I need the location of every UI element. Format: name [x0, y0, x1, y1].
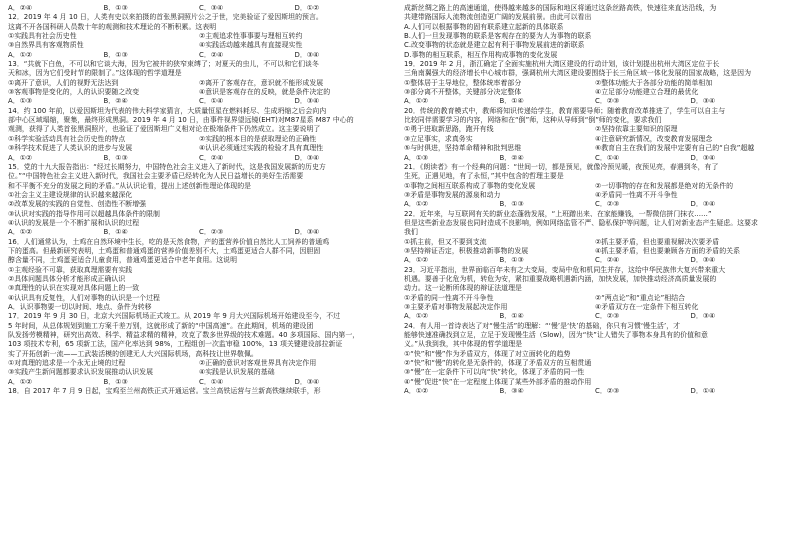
question-12: 12．2019 年 4 月 10 日，人类有史以来拍摄的首张黑洞照片公之于世，完美验证了爱因斯坦的预言。 这离不开各国科研人员数十年的观测和技术理论的不断积累。这表明 ①实践具有社会历史性 ②主观追求性事事要与理相互转约 ③自然界具有客观物质性 ④实践活动越来越具有直接现实性 A．①② B．①③ C．②④ D．③④: [8, 13, 390, 60]
question-13: 13．“共就下白鱼，不可以和它谈大海，因为它被井的狭窄束缚了；对夏天的虫儿，不可以和它们谈冬 天和冰，因为它们受时节的限制了。”这体现的哲学道理是 ①离开了意识，人们的视野无法达到 ②离开了客观存在，意识就不能形成发展 ③客观事物是变化的，人的认识要随之改变 ④意识是客观存在的反映，就是条件决定的 A．①③ B．②④ C．①④ D．③④: [8, 60, 390, 107]
right-column: [404, 4, 786, 560]
question-18: 18．自 2017 年 7 月 9 日起，宝鸡至兰州高铁正式开通运营。宝兰高铁运营与兰新高铁继续联手，形: [8, 387, 321, 396]
q12-answer-options: A．①② B．①③ C．②④ D．③④: [8, 50, 320, 59]
question-14: 14．约 100 年前，以爱因斯坦为代表的伟大科学家猜言，大质量恒星在燃料耗尽、生成坍缩之后会向内 部中心区域塌缩，聚集，最终形成黑洞。2019 年 4 月 10 日，由事件视界望远镜(EHT)对M87星系 M87 中心的 观测，获得了人类首张黑洞照片，也验证了爱因斯坦广义相对论在极端条件下仍然成立。这主要说明了 ①科学实验活动具有社会历史性的特点 ②实践的根本目的是获取理论的正确性 ③科学技术促进了人类认识的进步与发展 ④认识必须通过实践的检验才具有真理性 A．①② B．①③ C．②④ D．③④: [8, 107, 390, 163]
question-17: 17．2019 年 9 月 30 日，北京大兴国际机场正式竣工。从 2019 年 9 月大兴国际机场开始建设至今，不过 5 年时间，从总体规划到施工方案千差万别，这就形成了新的“中国高速”。在此期间，机场的建设团 队发扬劳模精神，研究出高效、科学、精益求精的精神，攻克了数多世界级的技术难题。40 多项国际、国内第一， 103 项技术专利，65 项新工法，国产化率达到 98%，工程组创一次监审稳 100%，13 项关键建设部拉新证 实了开拓创新一流——工武装活模的创建无人大兴国际机场，高科技让世界敬佩。 ①对真理的追求是一个永无止境的过程 ②正确的意识对客观世界具有决定作用 ③实践产生新问题都要求认识发展推动认识发展 ④实践是认识发展的基础 A．①② B．①③ C．①④ D．③④: [8, 312, 390, 387]
q23-answer-options: A．①② B．①④ C．②③ D．③④: [404, 312, 716, 321]
question-23: 23．习近平指出，世界面临百年未有之大变局，变局中危和机同生并存，这给中华民族伟大复兴带来重大 机遇。要善于化危为机，转危为安，紧扣重要战略机遇新内涵，加快发展，加快推动经济高质量发展的 动力。这一论断所体现的辩证法道理是 ①矛盾的同一性离不开斗争性 ②“两点论”和“重点论”相结合 ③主要矛盾对事物发展起决定作用 ④矛盾双方在一定条件下相互转化 A．①② B．①④ C．②③ D．③④: [404, 266, 786, 322]
question-22: 22．近年来，与互联网有关的新业态蓬勃发展，“上班蹭出来、在家能赚钱，一帮微信拼门抹衣……” 但是这些新业态发展也同时造成不良影响，例如网络监管不严、隐私保护等问题，让人们对新业态产生疑虑。这要求 我们 ①抓主前，但又不要到支流 ②抓主要矛盾，但也要重视解决次要矛盾 ③坚持辩证否定，积极推动新事物的发展 ④抓主要矛盾，但也要兼顾各方面的矛盾的关系 A．①② B．①③ C．②④ D．③④: [404, 210, 786, 266]
q15-answer-options: A．①② B．①④ C．②③ D．③④: [8, 228, 320, 237]
question-15: 15．党的十九大报告指出：“经过长期努力，中国特色社会主义进入了新时代，这是我国发展新的历史方 位。”“中国特色社会主义进入新时代，我国社会主要矛盾已经转化为人民日益增长的美好生活需要 和不平衡不充分的发展之间的矛盾。”从认识论看，提出上述创新性理论体现的是 ①社会主义主建设规律的认识越来越深化 ②改革发展的实践的自觉性、创造性不断增强 ③认识对实践的指导作用可以超越具体条件的限制 ④认识的发展是一个不断扩展和认识的过程 A．①② B．①④ C．②③ D．③④: [8, 163, 390, 238]
question-21: 21．《朗读者》有一个经典的问题：“世间一切，都是预见，就像冷预见暖，夜预见亮，春遇到冬，有了 生死，正遇见地，有了永恒，”其中包含的哲理主要是 ①事物之间相互联系构成了事物的变化发展 ②一切事物的存在和发展都是绝对的无条件的 ③矛盾是事物发展的源泉和动力 ④矛盾同一性离不开斗争性 A．①② B．①③ C．②③ D．③④: [404, 163, 786, 210]
q20-answer-options: A．①③ B．②④ C．①④ D．③④: [404, 153, 716, 162]
question-24: 24．有人用一首诗表达了对“慢生活”的理解：“‘慢’是‘快’的基础，你只有习惯‘慢生活’，才 能够快速准确找到立足，立足于发现慢生活（Slow)，因为“快”让人错失了事物本身具有的价值和意 义。”从我到我，其中体现的哲学道理是 ①“快”和“慢”作为矛盾双方，体现了对立面转化的趋势 ②“快”和“慢”的转化是无条件的，体现了矛盾双方的互相贯通 ③“慢”在一定条件下可以向“快”转化，体现了矛盾的同一性 ④“慢”促进“快”在一定程度上体现了某些外部矛盾的推动作用 A．①② B．③④ C．②③ D．①④: [404, 322, 786, 397]
q13-answer-options: A．①③ B．②④ C．①④ D．③④: [8, 97, 320, 106]
q14-answer-options: A．①② B．①③ C．②④ D．③④: [8, 153, 320, 162]
q11-answer-options: A．②④ B．①③ C．③④ D．①②: [8, 4, 320, 12]
q22-answer-options: A．①② B．①③ C．②④ D．③④: [404, 256, 716, 265]
q24-answer-options: A．①② B．③④ C．②③ D．①④: [404, 387, 716, 396]
q17-answer-options: A．①② B．①③ C．①④ D．③④: [8, 377, 320, 386]
question-20: 20．传统的教育模式中，教师将知识传递给学生，教育需要导师；随着教育改革推进了，学生可以自主与 比较同伴需要学习的内容，网络和在“倒”师，这种从导师到“倒”师的变化，要求我们 ①勇于进取新思路，跑开有线 ②坚持依靠主要知识的原理 ③立足事实，求真务实 ④注意研究新情况，改变教育发展理念 ⑤与时俱进，坚持革命精神和批判思维 ⑥教育自主在我们的发展中定要有自己的“自我”超越 A．①③ B．②④ C．①④ D．③④: [404, 107, 786, 163]
left-column: [8, 4, 390, 560]
question-16: 16．人们通常认为，土鸡在自然环境中生长，吃的是天然食物，产的蛋营养价值自然比人工饲养的普通鸡 下的蛋高。但最新研究表明，土鸡蛋和普通鸡蛋的营养价值差别不大，土鸡蛋更适合人群不同，因胆固 醇含量不同，土鸡蛋更适合儿童食用，普通鸡蛋更适合中老年食用。这说明 ①主观经验不可靠，获取真理需要有实践 ②具体问题具体分析才能形成正确认识 ③真理性的认识在实现对具体问题上的一致 ④认识具有反复性，人们对事物的认识是一个过程 A．认识事物要一切以时间、地点、条件为转移: [8, 237, 330, 311]
q19-answer-options: A．①② B．①④ C．②③ D．③④: [404, 97, 716, 106]
q21-answer-options: A．①② B．①③ C．②③ D．③④: [404, 200, 716, 209]
question-19: 19．2019 年 2 月，浙江确定了全面实施杭州大湾区建设的行动计划，该计划提出杭州大湾区定位于长 三角南翼强大的经济增长中心城市群，强调杭州大湾区建设要围绕于长三角区域一体化发展的国家战略，这是因为 ①整体居于主导地位，整体统率着部分 ②整体功能大于各部分功能的简单相加 ③部分离不开整体，关键部分决定整体 ④立足部分功能建立合理的最优化 A．①② B．①④ C．②③ D．③④: [404, 60, 786, 107]
question-18-continued: 成新丝绸之路上的高速通道，使得越来越多的国际和地区将通过这条丝路高铁，快速往来直达沿线，为 共建带路国际人流物流创造更广阔的发展前景。由此可以看出 A.人们可以根据事物的固有联系建立起新的具体联系 B.人们一旦发现事物的联系是客观存在的要为人为事物的联系 C.改变事物的状态就是建立起有利于事物发展前进的新联系 D.事物的相互联系，相互作用构成事物的变化发展: [404, 4, 717, 59]
